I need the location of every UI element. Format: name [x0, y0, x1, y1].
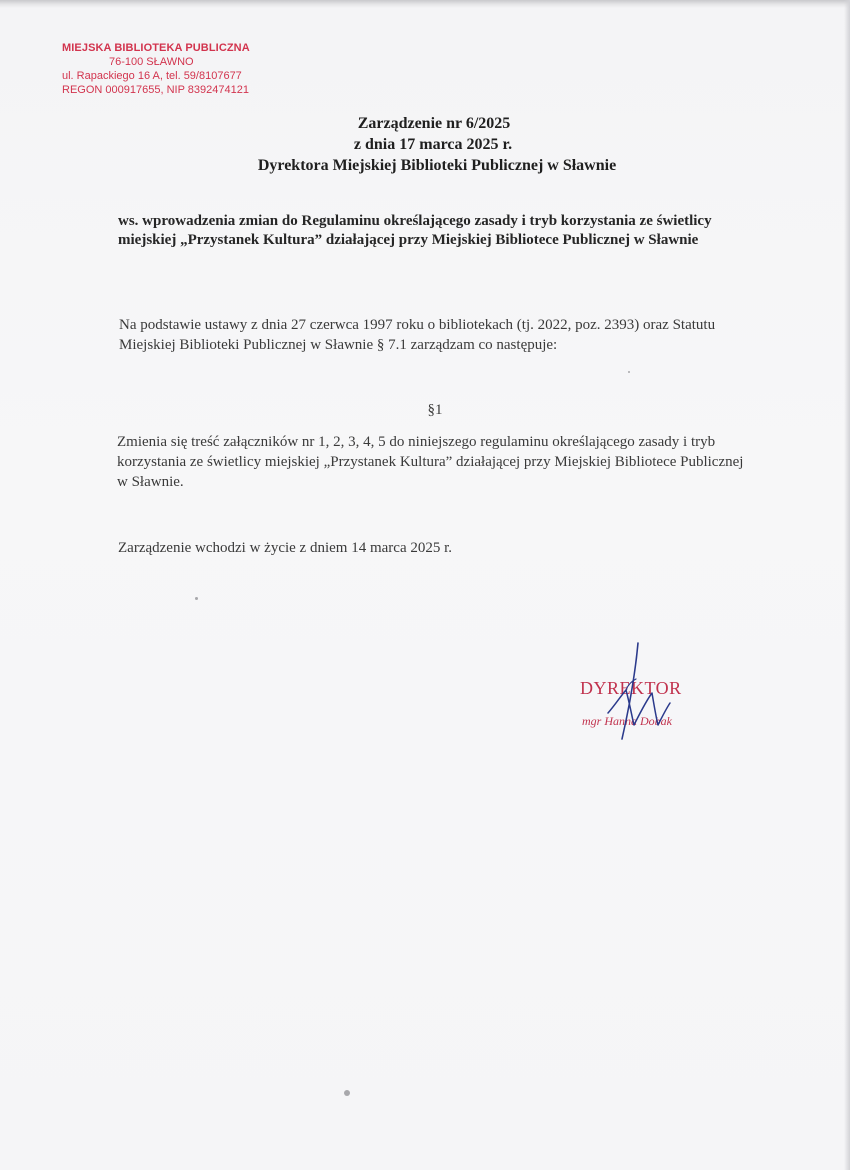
document-title: Zarządzenie nr 6/2025 [357, 115, 511, 132]
signature-title: DYREKTOR [580, 678, 682, 698]
document-date: z dnia 17 marca 2025 r. [353, 136, 513, 153]
document-subject: ws. wprowadzenia zmian do Regulaminu określającego zasady i tryb korzystania ze świetlicy miejskiej „Przystanek Kultura” działającej przy Miejskiej Bibliotece Publicznej w Sławnie [118, 213, 712, 248]
scan-speck [628, 371, 630, 373]
stamp-organization: MIEJSKA BIBLIOTEKA PUBLICZNA [62, 42, 250, 54]
section-mark: §1 [427, 402, 443, 418]
stamp-address: ul. Rapackiego 16 A, tel. 59/8107677 [62, 70, 242, 82]
stamp-city: 76-100 SŁAWNO [109, 56, 194, 68]
stamp-ids: REGON 000917655, NIP 8392474121 [62, 84, 249, 96]
library-stamp [62, 41, 262, 97]
scan-speck [195, 597, 198, 600]
document-issuer: Dyrektora Miejskiej Biblioteki Publicznej w Sławnie [257, 157, 617, 174]
effective-date-text: Zarządzenie wchodzi w życie z dniem 14 marca 2025 r. [118, 540, 453, 556]
scan-edge-top [0, 0, 850, 8]
document-heading [0, 113, 850, 176]
section-text: Zmienia się treść załączników nr 1, 2, 3, 4, 5 do niniejszego regulaminu określającego zasady i tryb korzystania ze świetlicy miejskiej „Przystanek Kultura” działającej przy Miejskiej Bibliotece Publicznej w Sławnie. [117, 434, 744, 490]
legal-basis: Na podstawie ustawy z dnia 27 czerwca 1997 roku o bibliotekach (tj. 2022, poz. 2393) oraz Statutu Miejskiej Biblioteki Publicznej w Sławnie § 7.1 zarządzam co następuje: [119, 317, 716, 353]
scan-speck [344, 1090, 350, 1096]
signature-name: mgr Hanna Dobak [582, 714, 672, 728]
handwritten-signature [560, 635, 720, 755]
